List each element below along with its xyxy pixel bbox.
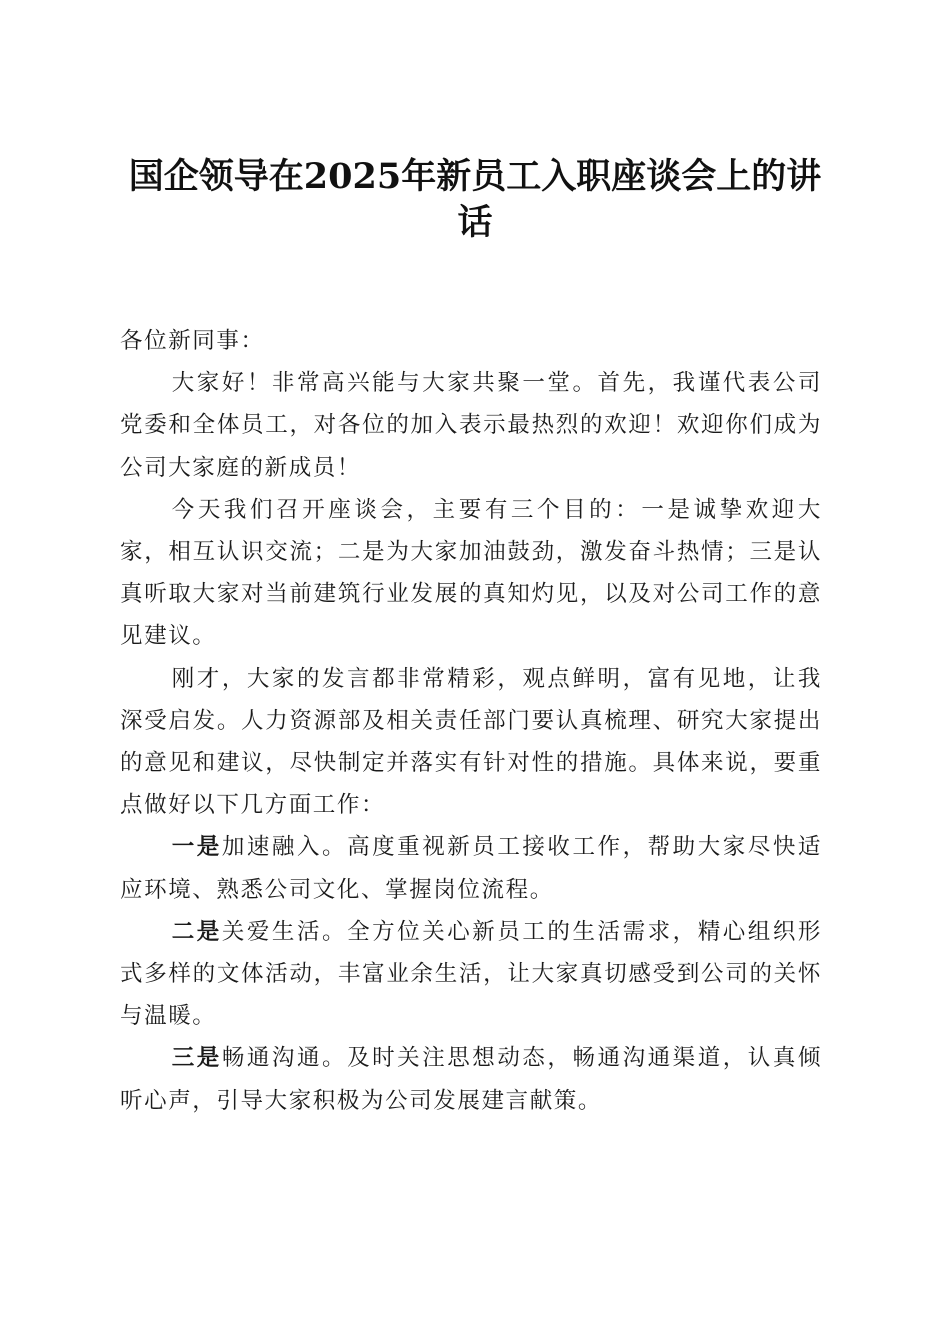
paragraph-text: 关爱生活。全方位关心新员工的生活需求，精心组织形式多样的文体活动，丰富业余生活，让大家真切感受到公司的关怀与温暖。 bbox=[120, 918, 822, 1030]
paragraph-greeting bbox=[120, 362, 822, 489]
paragraph-text: 畅通沟通。及时关注思想动态，畅通沟通渠道，认真倾听心声，引导大家积极为公司发展建言献策。 bbox=[120, 1045, 822, 1114]
paragraph-purpose bbox=[120, 489, 822, 658]
paragraph-text: 大家好！非常高兴能与大家共聚一堂。首先，我谨代表公司党委和全体员工，对各位的加入表示最热烈的欢迎！欢迎你们成为公司大家庭的新成员！ bbox=[120, 370, 822, 481]
document-body bbox=[120, 320, 822, 1122]
point-lead: 三是 bbox=[171, 1045, 222, 1072]
point-lead: 二是 bbox=[171, 918, 222, 945]
point-lead: 一是 bbox=[171, 834, 222, 861]
paragraph-point-3 bbox=[120, 1037, 822, 1121]
paragraph-point-2 bbox=[120, 911, 822, 1038]
paragraph-text: 加速融入。高度重视新员工接收工作，帮助大家尽快适应环境、熟悉公司文化、掌握岗位流程。 bbox=[120, 834, 822, 903]
paragraph-feedback bbox=[120, 658, 822, 827]
paragraph-text: 今天我们召开座谈会，主要有三个目的：一是诚挚欢迎大家，相互认识交流；二是为大家加油鼓劲，激发奋斗热情；三是认真听取大家对当前建筑行业发展的真知灼见，以及对公司工作的意见建议。 bbox=[120, 496, 822, 650]
salutation: 各位新同事： bbox=[120, 328, 265, 354]
paragraph-point-1 bbox=[120, 826, 822, 910]
document-title: 国企领导在2025年新员工入职座谈会上的讲话 bbox=[128, 156, 822, 243]
paragraph-text: 刚才，大家的发言都非常精彩，观点鲜明，富有见地，让我深受启发。人力资源部及相关责任部门要认真梳理、研究大家提出的意见和建议，尽快制定并落实有针对性的措施。具体来说，要重点做好以下几方面工作： bbox=[120, 665, 822, 819]
